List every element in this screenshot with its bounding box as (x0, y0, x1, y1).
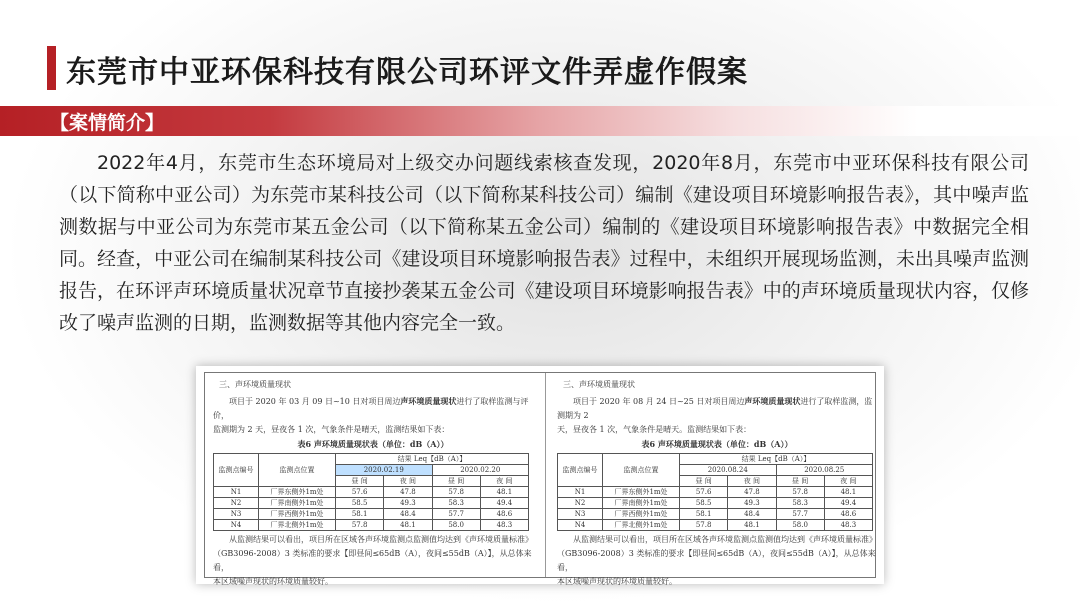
cell: 49.4 (824, 498, 872, 509)
cell: N2 (214, 498, 259, 509)
left-para-1b: 声环境质量现状 (400, 396, 457, 406)
right-table-caption: 表6 声环境质量现状表（单位：dB（A）） (641, 439, 793, 449)
cell: 58.3 (432, 498, 480, 509)
cell: N3 (214, 509, 259, 520)
cell: 58.1 (680, 509, 728, 520)
cell: 58.0 (432, 520, 480, 531)
cell: 47.8 (384, 487, 432, 498)
right-col-point: 监测点编号 (558, 454, 603, 487)
cell: 48.1 (480, 487, 528, 498)
cell: 厂界南侧外1m处 (603, 498, 680, 509)
right-para-2: 天，昼夜各 1 次，气象条件是晴天。监测结果如下表： (557, 425, 752, 434)
left-col-result: 结果 Leq【dB（A）】 (336, 454, 529, 465)
left-day-2: 昼 间 (432, 476, 480, 487)
cell: 57.8 (776, 487, 824, 498)
cell: 48.1 (384, 520, 432, 531)
cell: N1 (214, 487, 259, 498)
table-row (214, 487, 529, 498)
cell: 厂界北侧外1m处 (603, 520, 680, 531)
right-col-location: 监测点位置 (603, 454, 680, 487)
left-report-excerpt (211, 377, 535, 586)
left-col-point: 监测点编号 (214, 454, 259, 487)
document-frame (204, 372, 877, 586)
right-col-result: 结果 Leq【dB（A）】 (680, 454, 873, 465)
cell: 57.7 (432, 509, 480, 520)
left-date-2: 2020.02.20 (432, 465, 529, 476)
right-para-1a: 项目于 2020 年 08 月 24 日~25 日对项目周边 (573, 397, 745, 406)
left-conclusion-2: （GB3096-2008）3 类标准的要求【即昼间≤65dB（A），夜间≤55dB（A）】，从总体来看， (213, 549, 532, 572)
cell: 48.1 (728, 520, 776, 531)
cell: 58.5 (680, 498, 728, 509)
cell: N3 (558, 509, 603, 520)
left-day-1: 昼 间 (336, 476, 384, 487)
cell: 厂界西侧外1m处 (603, 509, 680, 520)
cell: 厂界南侧外1m处 (259, 498, 336, 509)
cell: N1 (558, 487, 603, 498)
left-night-1: 夜 间 (384, 476, 432, 487)
right-para-1b: 声环境质量现状 (744, 396, 801, 406)
right-para-1 (557, 394, 877, 423)
left-night-2: 夜 间 (480, 476, 528, 487)
right-day-2: 昼 间 (776, 476, 824, 487)
case-description (59, 147, 1029, 339)
case-paragraph: 2022年4月，东莞市生态环境局对上级交办问题线索核查发现，2020年8月，东莞市中亚环保科技有限公司（以下简称中亚公司）为东莞市某科技公司（以下简称某科技公司）编制《建设项目环境影响报告表》，其中噪声监测数据与中亚公司为东莞市某五金公司（以下简称某五金公司）编制的《建设项目环境影响报告表》中数据完全相同。经查，中亚公司在编制某科技公司《建设项目环境影响报告表》过程中，未组织开展现场监测，未出具噪声监测报告，在环评声环境质量状况章节直接抄袭某五金公司《建设项目环境影响报告表》中的声环境质量现状内容，仅修改了噪声监测的日期，监测数据等其他内容完全一致。 (59, 152, 1029, 334)
cell: 48.6 (824, 509, 872, 520)
right-noise-table (557, 453, 873, 531)
cell: N4 (558, 520, 603, 531)
left-heading: 三、声环境质量现状 (219, 380, 291, 389)
right-day-1: 昼 间 (680, 476, 728, 487)
right-conclusion-3: 本区域噪声现状的环境质量较好。 (557, 577, 677, 586)
cell: N2 (558, 498, 603, 509)
right-date-2: 2020.08.25 (776, 465, 873, 476)
table-row (558, 498, 873, 509)
cell: 58.3 (776, 498, 824, 509)
cell: 47.8 (728, 487, 776, 498)
cell: 58.1 (336, 509, 384, 520)
table-row (214, 509, 529, 520)
table-row (558, 509, 873, 520)
cell: 57.7 (776, 509, 824, 520)
cell: 49.4 (480, 498, 528, 509)
cell: 厂界北侧外1m处 (259, 520, 336, 531)
left-col-location: 监测点位置 (259, 454, 336, 487)
left-noise-table (213, 453, 529, 531)
cell: 57.8 (680, 520, 728, 531)
table-row (214, 520, 529, 531)
cell: 48.4 (728, 509, 776, 520)
left-para-1c: 进行了取样监测与评价， (213, 397, 529, 420)
table-row (558, 487, 873, 498)
cell: 57.6 (680, 487, 728, 498)
cell: 58.5 (336, 498, 384, 509)
left-table-caption: 表6 声环境质量现状表（单位：dB（A）） (297, 439, 449, 449)
left-date-1: 2020.02.19 (336, 465, 433, 476)
table-row (214, 498, 529, 509)
right-conclusion-1: 从监测结果可以看出，项目所在区域各声环境监测点监测值均达到《声环境质量标准》 (573, 535, 877, 544)
evidence-document-image (196, 366, 884, 584)
cell: 48.4 (384, 509, 432, 520)
cell: 厂界西侧外1m处 (259, 509, 336, 520)
title-accent-bar (47, 46, 56, 90)
page-title: 东莞市中亚环保科技有限公司环评文件弄虚作假案 (66, 55, 748, 90)
section-label: 【案情简介】 (50, 112, 165, 134)
cell: 49.3 (384, 498, 432, 509)
right-date-1: 2020.08.24 (680, 465, 777, 476)
left-para-1a: 项目于 2020 年 03 月 09 日~10 日对项目周边 (229, 397, 401, 406)
right-report-excerpt (555, 377, 879, 586)
cell: 48.3 (824, 520, 872, 531)
table-row (558, 520, 873, 531)
right-heading: 三、声环境质量现状 (563, 380, 635, 389)
cell: 58.0 (776, 520, 824, 531)
cell: 57.8 (336, 520, 384, 531)
cell: 厂界东侧外1m处 (259, 487, 336, 498)
cell: 48.6 (480, 509, 528, 520)
left-conclusion-3: 本区域噪声现状的环境质量较好。 (213, 577, 333, 586)
cell: 49.3 (728, 498, 776, 509)
cell: N4 (214, 520, 259, 531)
cell: 57.6 (336, 487, 384, 498)
cell: 48.1 (824, 487, 872, 498)
left-para-1 (213, 394, 533, 423)
right-para-1c: 进行了取样监测，监测期为 2 (557, 397, 873, 420)
cell: 厂界东侧外1m处 (603, 487, 680, 498)
cell: 57.8 (432, 487, 480, 498)
left-conclusion-1: 从监测结果可以看出，项目所在区域各声环境监测点监测值均达到《声环境质量标准》 (229, 535, 533, 544)
right-night-2: 夜 间 (824, 476, 872, 487)
cell: 48.3 (480, 520, 528, 531)
left-para-2: 监测期为 2 天，昼夜各 1 次，气象条件是晴天，监测结果如下表： (213, 425, 450, 434)
right-night-1: 夜 间 (728, 476, 776, 487)
document-divider (545, 373, 546, 577)
right-conclusion-2: （GB3096-2008）3 类标准的要求【即昼间≤65dB（A），夜间≤55dB（A）】，从总体来看， (557, 549, 876, 572)
